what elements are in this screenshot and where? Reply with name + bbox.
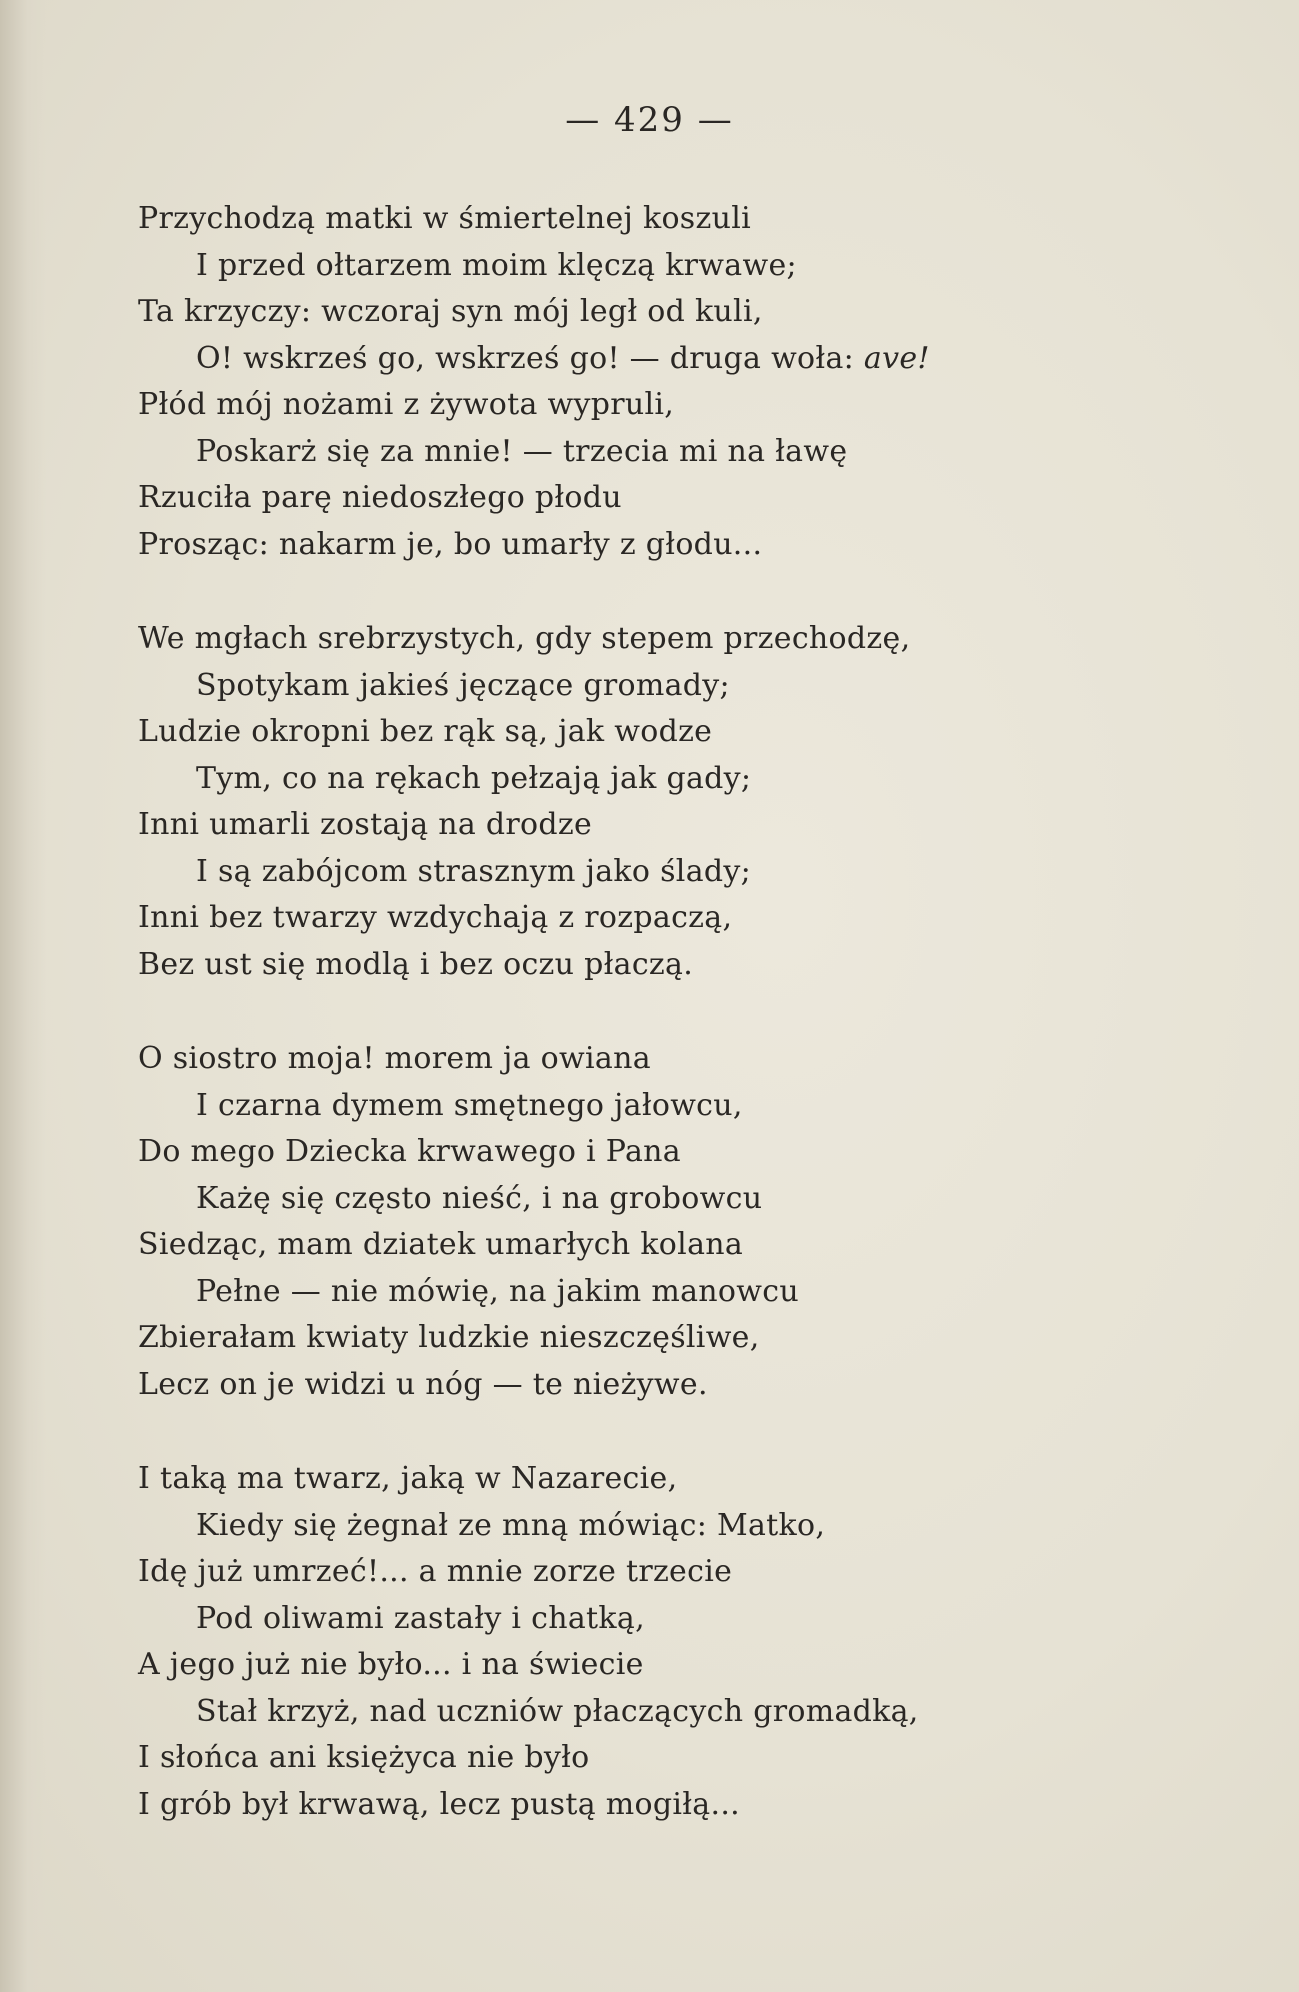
- stanza-3: [138, 1036, 1198, 1408]
- verse-line: Stał krzyż, nad uczniów płaczących gromadką,: [196, 1693, 919, 1729]
- verse-line: Prosząc: nakarm je, bo umarły z głodu...: [138, 526, 763, 562]
- verse-line: Kiedy się żegnał ze mną mówiąc: Matko,: [196, 1507, 826, 1543]
- verse-line: Idę już umrzeć!... a mnie zorze trzecie: [138, 1554, 733, 1589]
- verse-line: Ta krzyczy: wczoraj syn mój legł od kuli,: [138, 294, 763, 329]
- poem-body: [138, 196, 1198, 1876]
- verse-line: Siedząc, mam dziatek umarłych kolana: [138, 1227, 744, 1262]
- verse-line: Do mego Dziecka krwawego i Pana: [138, 1134, 681, 1169]
- verse-line: Inni bez twarzy wzdychają z rozpaczą,: [138, 900, 733, 935]
- verse-line: Przychodzą matki w śmiertelnej koszuli: [138, 201, 752, 236]
- verse-line: Inni umarli zostają na drodze: [138, 807, 593, 842]
- verse-line: I czarna dymem smętnego jałowcu,: [196, 1087, 743, 1123]
- verse-line: Bez ust się modlą i bez oczu płaczą.: [138, 946, 694, 982]
- verse-line: Pełne — nie mówię, na jakim manowcu: [196, 1273, 799, 1309]
- page-number: — 429 —: [565, 100, 734, 140]
- verse-line: [138, 336, 1198, 383]
- gutter-shadow: [0, 0, 46, 1992]
- verse-line: Rzuciła parę niedoszłego płodu: [138, 480, 622, 515]
- verse-line: Poskarż się za mnie! — trzecia mi na ławę: [196, 433, 848, 469]
- verse-line: Tym, co na rękach pełzają jak gady;: [196, 760, 752, 796]
- verse-line: I przed ołtarzem moim klęczą krwawe;: [196, 247, 797, 283]
- verse-line: A jego już nie było... i na świecie: [138, 1647, 644, 1682]
- verse-line: Ludzie okropni bez rąk są, jak wodze: [138, 714, 713, 749]
- verse-line: Spotykam jakieś jęczące gromady;: [196, 667, 730, 703]
- verse-line: Płód mój nożami z żywota wypruli,: [138, 387, 675, 422]
- verse-line: Lecz on je widzi u nóg — te nieżywe.: [138, 1366, 708, 1402]
- verse-line-text: O! wskrześ go, wskrześ go! — druga woła:: [196, 340, 864, 376]
- verse-line: I są zabójcom strasznym jako ślady;: [196, 853, 752, 889]
- verse-italic-word: ave!: [863, 340, 930, 376]
- verse-line: I grób był krwawą, lecz pustą mogiłą...: [138, 1786, 740, 1822]
- verse-line: O siostro moja! morem ja owiana: [138, 1041, 651, 1076]
- verse-line: We mgłach srebrzystych, gdy stepem przechodzę,: [138, 621, 911, 656]
- verse-line: I taką ma twarz, jaką w Nazarecie,: [138, 1461, 678, 1496]
- verse-line: I słońca ani księżyca nie było: [138, 1740, 590, 1775]
- verse-line: Pod oliwami zastały i chatką,: [196, 1600, 645, 1636]
- stanza-2: [138, 616, 1198, 988]
- stanza-4: [138, 1456, 1198, 1828]
- stanza-1: [138, 196, 1198, 568]
- verse-line: Zbierałam kwiaty ludzkie nieszczęśliwe,: [138, 1320, 760, 1355]
- verse-line: Każę się często nieść, i na grobowcu: [196, 1180, 763, 1216]
